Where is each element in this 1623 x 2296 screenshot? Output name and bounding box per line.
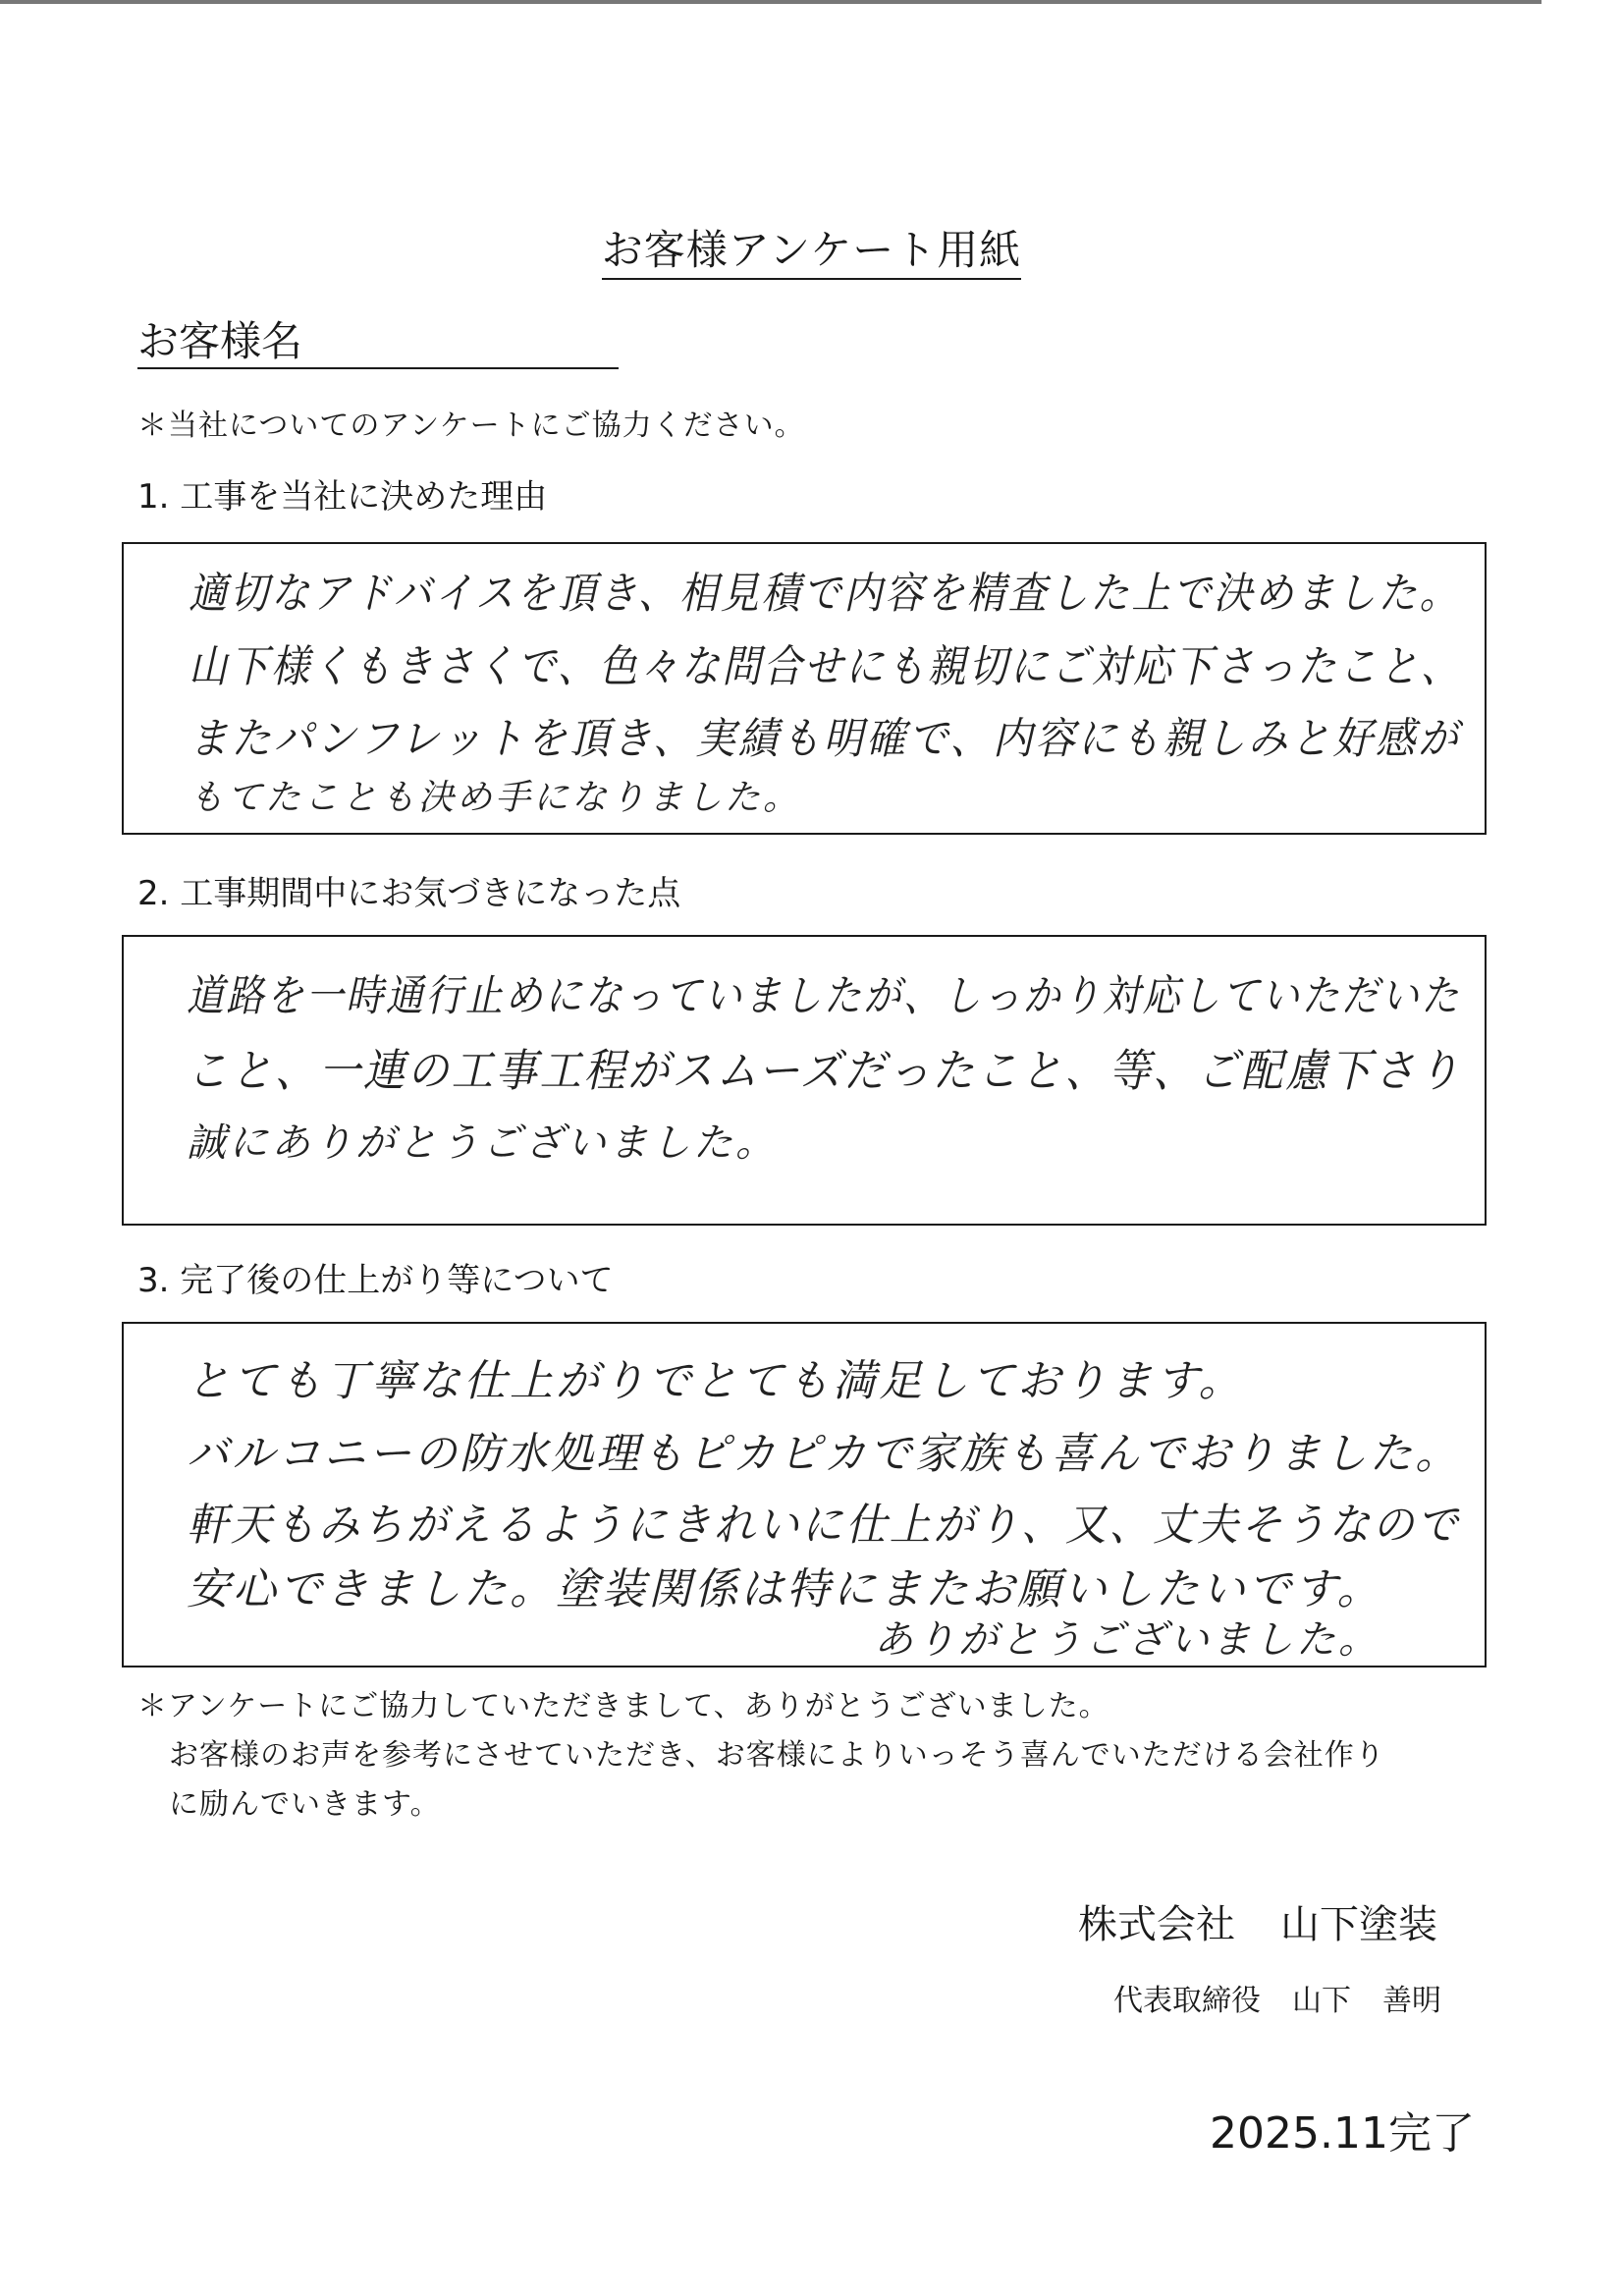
form-title-text: お客様アンケート用紙 bbox=[602, 226, 1021, 280]
answer-2-line-1: 道路を一時通行止めになっていましたが、しっかり対応していただいた bbox=[187, 971, 1461, 1021]
scan-edge-shadow bbox=[0, 0, 1623, 4]
representative-given-name: 善明 bbox=[1382, 1984, 1441, 2018]
answer-1-line-3: またパンフレットを頂き、実績も明確で、内容にも親しみと好感が bbox=[189, 714, 1461, 764]
question-3-heading: 3. 完了後の仕上がり等について bbox=[137, 1261, 614, 1300]
answer-3-line-2: バルコニーの防水処理もピカピカで家族も喜んでおりました。 bbox=[187, 1429, 1461, 1479]
company-type: 株式会社 bbox=[1078, 1902, 1235, 1947]
answer-3-line-3: 軒天もみちがえるようにきれいに仕上がり、又、丈夫そうなので bbox=[187, 1499, 1461, 1551]
question-2-heading: 2. 工事期間中にお気づきになった点 bbox=[137, 874, 681, 913]
closing-message-2: に励んでいきます。 bbox=[169, 1787, 441, 1822]
survey-intro: ＊当社についてのアンケートにご協力ください。 bbox=[137, 409, 805, 443]
representative-title: 代表取締役 bbox=[1113, 1984, 1261, 2018]
representative bbox=[1113, 1976, 1441, 2019]
answer-3-line-4: 安心できました。塗装関係は特にまたお願いしたいです。 bbox=[187, 1564, 1383, 1614]
company-name bbox=[1078, 1893, 1437, 1949]
answer-1-line-1: 適切なアドバイスを頂き、相見積で内容を精査した上で決めました。 bbox=[189, 569, 1461, 619]
question-1-heading: 1. 工事を当社に決めた理由 bbox=[137, 477, 548, 517]
answer-3-line-1: とても丁寧な仕上がりでとても満足しております。 bbox=[187, 1356, 1245, 1406]
answer-2-line-2: こと、一連の工事工程がスムーズだったこと、等、ご配慮下さり bbox=[187, 1044, 1462, 1097]
answer-1-line-2: 山下様くもきさくで、色々な問合せにも親切にご対応下さったこと、 bbox=[189, 640, 1462, 692]
closing-message-1: お客様のお声を参考にさせていただき、お客様によりいっそう喜んでいただける会社作り bbox=[169, 1738, 1385, 1773]
representative-family-name: 山下 bbox=[1292, 1984, 1351, 2018]
question-1-answer-box bbox=[122, 542, 1487, 835]
form-title bbox=[0, 218, 1623, 277]
customer-name-label: お客様名 bbox=[137, 317, 303, 365]
question-3-answer-box bbox=[122, 1322, 1487, 1667]
question-2-answer-box bbox=[122, 935, 1487, 1226]
answer-3-line-5: ありがとうございました。 bbox=[874, 1617, 1380, 1663]
answer-1-line-4: もてたことも決め手になりました。 bbox=[189, 778, 802, 818]
customer-name-field bbox=[137, 316, 619, 369]
answer-2-line-3: 誠にありがとうございました。 bbox=[187, 1121, 778, 1166]
completion-stamp: 2025.11完了 bbox=[1210, 2108, 1475, 2159]
closing-thanks: ＊アンケートにご協力していただきまして、ありがとうございました。 bbox=[137, 1689, 1109, 1723]
company-proper-name: 山下塗装 bbox=[1280, 1902, 1437, 1947]
